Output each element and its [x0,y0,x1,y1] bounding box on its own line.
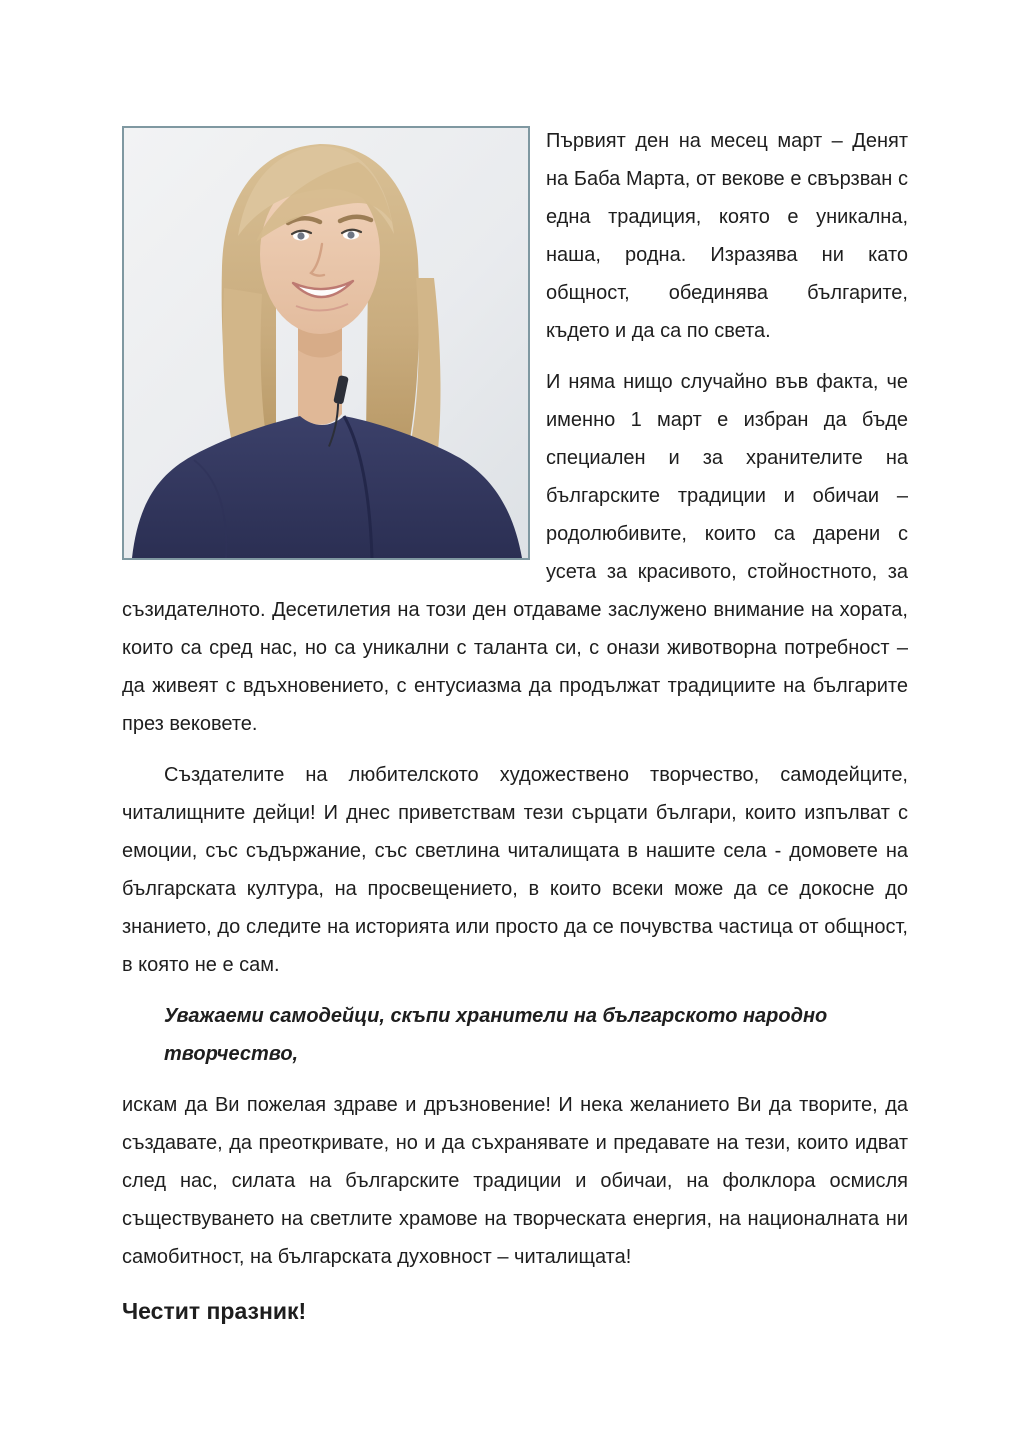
document-content [122,122,908,1330]
paragraph-wishes: искам да Ви пожелая здраве и дръзновение! И нека желанието Ви да творите, да създавате, да преоткривате, но и да съхранявате и предавате на тези, които идват след нас, силата на българските традиции и обичаи, на фолклора осмисля съществуването на светлите храмове на творческата енергия, на националната ни самобитност, на българската духовност – читалищата! [122,1094,908,1268]
paragraph-salutation: Уважаеми самодейци, скъпи хранители на българското народно творчество, [164,1005,828,1065]
paragraph-closing-greeting: Честит празник! [122,1298,307,1324]
portrait-photo [124,128,528,558]
paragraph-march-first: И няма нищо случайно във факта, че именно 1 март е избран да бъде специален и за хранителите на българските традиции и обичаи – родолюбивите, които са дарени с усета за красивото, стойностното, за съзидателното. Десетилетия на този ден отдаваме заслужено внимание на хората, които са сред нас, но са уникални с таланта си, с онази животворна потребност – да живеят с вдъхновението, с ентусиазма да продължат традициите на българите през вековете. [122,371,908,735]
portrait-photo-frame [122,126,530,560]
paragraph-creators: Създателите на любителското художествено творчество, самодейците, читалищните дейци! И днес приветствам тези сърцати българи, които изпълват с емоции, със съдържание, със светлина читалищата в нашите села - домовете на българската култура, на просвещението, в които всеки може да се докосне до знанието, до следите на историята или просто да се почувства частица от общност, в която не е сам. [122,764,908,976]
paragraph-intro: Първият ден на месец март – Денят на Баба Марта, от векове е свързван с една традиция, която е уникална, наша, родна. Изразява ни като общност, обединява българите, където и да са по света. [546,130,908,342]
